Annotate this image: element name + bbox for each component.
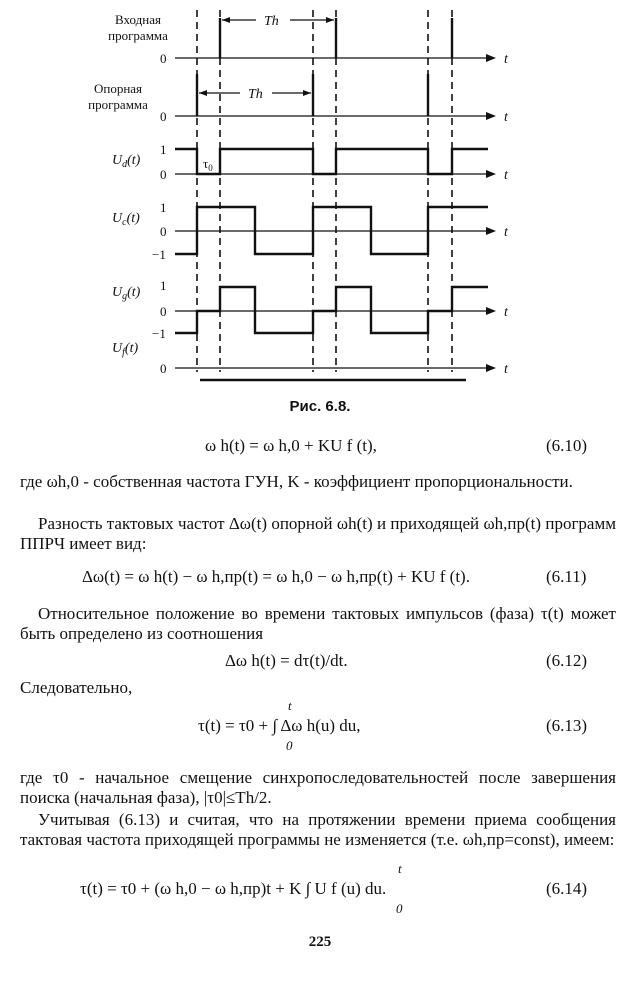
paragraph-3: Относительное положение во времени тактовых импульсов (фаза) τ(t) может быть определено из соотношения: [20, 604, 616, 643]
row1-zero: 0: [160, 51, 167, 66]
row6-t: t: [504, 362, 508, 377]
paragraph-4: Следовательно,: [20, 678, 133, 697]
row4-zero: 0: [160, 224, 167, 239]
row3-wave: [175, 149, 488, 174]
timing-diagram: [0, 0, 640, 392]
equation-6-14-number: (6.14): [546, 879, 588, 898]
row3-t: t: [504, 168, 508, 183]
row1-label-line2: программа: [108, 28, 168, 43]
page-number: 225: [308, 934, 332, 950]
equation-6-14-lower: 0: [396, 901, 403, 916]
row5-wave: [175, 287, 488, 333]
equation-6-12-number: (6.12): [546, 651, 588, 670]
tau-label: $\tau_0$: [203, 156, 213, 173]
equation-6-13-upper: t: [288, 698, 292, 713]
equation-6-11-number: (6.11): [546, 567, 587, 586]
equation-6-12: Δω h(t) = dτ(t)/dt.: [225, 651, 348, 670]
row1-t: t: [504, 52, 508, 67]
row5-one: 1: [160, 278, 167, 293]
paragraph-5: где τ0 - начальное смещение синхропоследовательностей после завершения поиска (начальная фаза), |τ0|≤Th/2.: [20, 768, 616, 807]
row2-pulses: [197, 74, 428, 116]
equation-6-11: Δω(t) = ω h(t) − ω h,пр(t) = ω h,0 − ω h,пр(t) + KU f (t).: [82, 567, 470, 586]
equation-6-10: ω h(t) = ω h,0 + KU f (t),: [205, 436, 377, 455]
row1-pulses: [220, 18, 452, 58]
equation-6-10-number: (6.10): [546, 436, 588, 455]
row4-minus-one: −1: [152, 247, 166, 262]
row4-one: 1: [160, 200, 167, 215]
row6-zero: 0: [160, 361, 167, 376]
paragraph-6: Учитывая (6.13) и считая, что на протяжении времени приема сообщения тактовая частота приходящей программы не изменяется (т.е. ωh,пр=const), имеем:: [20, 810, 616, 849]
row5-minus-one: −1: [152, 326, 166, 341]
equation-6-13-number: (6.13): [546, 716, 588, 735]
paragraph-1: где ωh,0 - собственная частота ГУН, K - коэффициент пропорциональности.: [20, 472, 573, 491]
row3-label: $U_d(t)$: [112, 153, 141, 170]
equation-6-14: τ(t) = τ0 + (ω h,0 − ω h,пр)t + K ∫ U f (u) du.: [80, 879, 387, 898]
equation-6-13: τ(t) = τ0 + ∫ Δω h(u) du,: [198, 716, 361, 735]
dashed-guides: [197, 10, 452, 372]
row4-t: t: [504, 225, 508, 240]
paragraph-2: Разность тактовых частот Δω(t) опорной ωh(t) и приходящей ωh,пр(t) программ ППРЧ имеет вид:: [20, 514, 616, 553]
row2-label-line1: Опорная: [93, 81, 143, 96]
row5-zero: 0: [160, 304, 167, 319]
period-label-top: Th: [264, 14, 279, 29]
row4-label: $U_c(t)$: [112, 211, 140, 228]
period-label-mid: Th: [248, 87, 263, 102]
period-arrow-top: [222, 14, 334, 29]
row3-one: 1: [160, 142, 167, 157]
equation-6-14-upper: t: [398, 861, 402, 876]
row2-zero: 0: [160, 109, 167, 124]
figure-caption: Рис. 6.8.: [289, 398, 351, 415]
equation-6-13-lower: 0: [286, 738, 293, 753]
row5-label: $U_g(t)$: [112, 285, 141, 302]
row2-label-line2: программа: [88, 97, 148, 112]
row3-zero: 0: [160, 167, 167, 182]
period-arrow-mid: [199, 87, 311, 102]
row1-label-line1: Входная: [115, 12, 161, 27]
row6-label: $U_f(t)$: [112, 341, 139, 358]
row5-t: t: [504, 305, 508, 320]
row2-t: t: [504, 110, 508, 125]
